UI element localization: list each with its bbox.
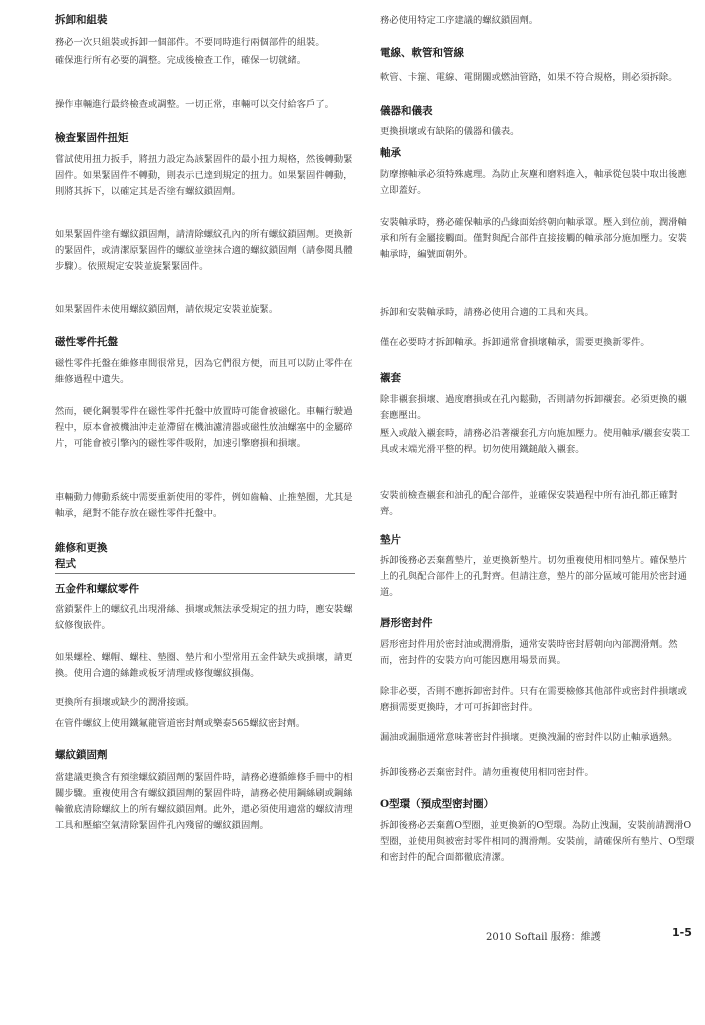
paragraph: 當建議更換含有預塗螺紋鎖固劑的緊固件時，請務必遵循維修手冊中的相關步驟。重複使用含有螺紋鎖固劑的緊固件時，請務必使用鋼絲刷或鋼絲輪徹底清除螺紋上的所有螺紋鎖固劑。此外，還必須使用適當的螺紋清理工具和壓縮空氣清除緊固件孔內殘留的螺紋鎖固劑。 <box>55 772 353 831</box>
page-number: 1-5 <box>672 926 692 939</box>
paragraph: 僅在必要時才拆卸軸承。拆卸通常會損壞軸承，需要更換新零件。 <box>380 337 650 348</box>
paragraph: 如果螺栓、螺帽、螺柱、墊圈、墊片和小型常用五金件缺失或損壞，請更換。使用合適的絲錐或板牙清理或修復螺紋損傷。 <box>55 652 353 679</box>
paragraph: 如果緊固件未使用螺紋鎖固劑，請依規定安裝並旋緊。 <box>55 304 279 315</box>
paragraph: 在管件螺紋上使用鐵氟龍管道密封劑或樂泰565螺紋密封劑。 <box>55 718 306 729</box>
paragraph: 更換損壞或有缺陷的儀器和儀表。 <box>380 126 520 137</box>
paragraph: 確保進行所有必要的調整。完成後檢查工作，確保一切就緒。 <box>55 55 307 66</box>
paragraph: 安裝前檢查襯套和油孔的配合部件，並確保安裝過程中所有油孔都正確對齊。 <box>380 490 678 517</box>
paragraph: 軟管、卡箍、電線、電開關或燃油管路，如果不符合規格，則必須拆除。 <box>380 72 678 83</box>
paragraph: 拆卸後務必丟棄舊O型圈，並更換新的O型環。為防止洩漏，安裝前請潤滑O型圈，並使用與被密封零件相同的潤滑劑。安裝前，請確保所有墊片、O型環和密封件的配合面都徹底清潔。 <box>380 820 695 863</box>
paragraph: 嘗試使用扭力扳手，將扭力設定為該緊固件的最小扭力規格，然後轉動緊固件。如果緊固件不轉動，則表示已達到規定的扭力。如果緊固件轉動，則將其拆下，以確定其是否塗有螺紋鎖固劑。 <box>55 154 353 197</box>
section-heading: 軸承 <box>380 147 401 159</box>
paragraph: 然而，硬化鋼製零件在磁性零件托盤中放置時可能會被磁化。車輛行駛過程中，原本會被機油沖走並滯留在機油濾清器或磁性放油螺塞中的金屬碎片，可能會被引擎內的磁性零件吸附，加速引擎磨損和損壞。 <box>55 406 353 449</box>
section-heading: O型環（預成型密封圈） <box>380 798 495 810</box>
section-heading: 檢查緊固件扭矩 <box>55 132 129 144</box>
footer-manual-title: 2010 Softail 服務：維護 <box>486 932 601 943</box>
section-rule <box>55 573 355 574</box>
section-heading: 電線、軟管和管線 <box>380 47 464 59</box>
paragraph: 漏油或漏脂通常意味著密封件損壞。更換洩漏的密封件以防止軸承過熱。 <box>380 732 678 743</box>
paragraph: 除非必要，否則不應拆卸密封件。只有在需要檢修其他部件或密封件損壞或磨損需要更換時，才可可拆卸密封件。 <box>380 686 687 713</box>
paragraph: 務必使用特定工序建議的螺紋鎖固劑。 <box>380 15 539 26</box>
paragraph: 務必一次只組裝或拆卸一個部件。不要同時進行兩個部件的組裝。 <box>55 37 325 48</box>
paragraph: 除非襯套損壞、過度磨損或在孔內鬆動，否則請勿拆卸襯套。必須更換的襯套應壓出。 <box>380 394 687 421</box>
section-heading: 儀器和儀表 <box>380 105 433 117</box>
section-heading: 襯套 <box>380 372 401 384</box>
section-heading: 螺紋鎖固劑 <box>55 749 108 761</box>
paragraph: 磁性零件托盤在維修車間很常見，因為它們很方便，而且可以防止零件在維修過程中遺失。 <box>55 358 353 385</box>
paragraph: 拆卸後務必丟棄密封件。請勿重複使用相同密封件。 <box>380 767 594 778</box>
paragraph: 防摩擦軸承必須特殊處理。為防止灰塵和磨料進入，軸承從包裝中取出後應立即蓋好。 <box>380 169 687 196</box>
paragraph: 安裝軸承時，務必確保軸承的凸緣面始終朝向軸承罩。壓入到位前，潤滑軸承和所有金屬接觸面。僅對與配合部件直接接觸的軸承部分施加壓力。安裝軸承時，編號面朝外。 <box>380 217 687 260</box>
section-heading: 程式 <box>55 558 76 570</box>
paragraph: 拆卸和安裝軸承時，請務必使用合適的工具和夾具。 <box>380 307 594 318</box>
section-heading: 磁性零件托盤 <box>55 336 118 348</box>
section-heading: 拆卸和組裝 <box>55 14 108 26</box>
paragraph: 更換所有損壞或缺少的潤滑接頭。 <box>55 697 195 708</box>
paragraph: 操作車輛進行最終檢查或調整。一切正常，車輛可以交付給客戶了。 <box>55 99 334 110</box>
section-heading: 墊片 <box>380 534 401 546</box>
section-heading: 維修和更換 <box>55 542 108 554</box>
paragraph: 唇形密封件用於密封油或潤滑脂，通常安裝時密封唇朝向內部潤滑劑。然而，密封件的安裝方向可能因應用場景而異。 <box>380 639 678 666</box>
paragraph: 壓入或敲入襯套時，請務必沿著襯套孔方向施加壓力。使用軸承/襯套安裝工具或末端光滑平整的桿。切勿使用鐵鎚敲入襯套。 <box>380 428 690 455</box>
section-heading: 五金件和螺紋零件 <box>55 583 139 595</box>
paragraph: 拆卸後務必丟棄舊墊片，並更換新墊片。切勿重複使用相同墊片。確保墊片上的孔與配合部件上的孔對齊。但請注意，墊片的部分區域可能用於密封通道。 <box>380 555 687 598</box>
section-heading: 唇形密封件 <box>380 617 433 629</box>
paragraph: 當鎖緊件上的螺紋孔出現滑絲、損壞或無法承受規定的扭力時，應安裝螺紋修復嵌件。 <box>55 604 353 631</box>
paragraph: 如果緊固件塗有螺紋鎖固劑，請清除螺紋孔內的所有螺紋鎖固劑。更換新的緊固件，或清潔原緊固件的螺紋並塗抹合適的螺紋鎖固劑（請參閱具體步驟）。依照規定安裝並旋緊緊固件。 <box>55 229 353 272</box>
paragraph: 車輛動力傳動系統中需要重新使用的零件，例如齒輪、止推墊圈，尤其是軸承，絕對不能存放在磁性零件托盤中。 <box>55 492 353 519</box>
